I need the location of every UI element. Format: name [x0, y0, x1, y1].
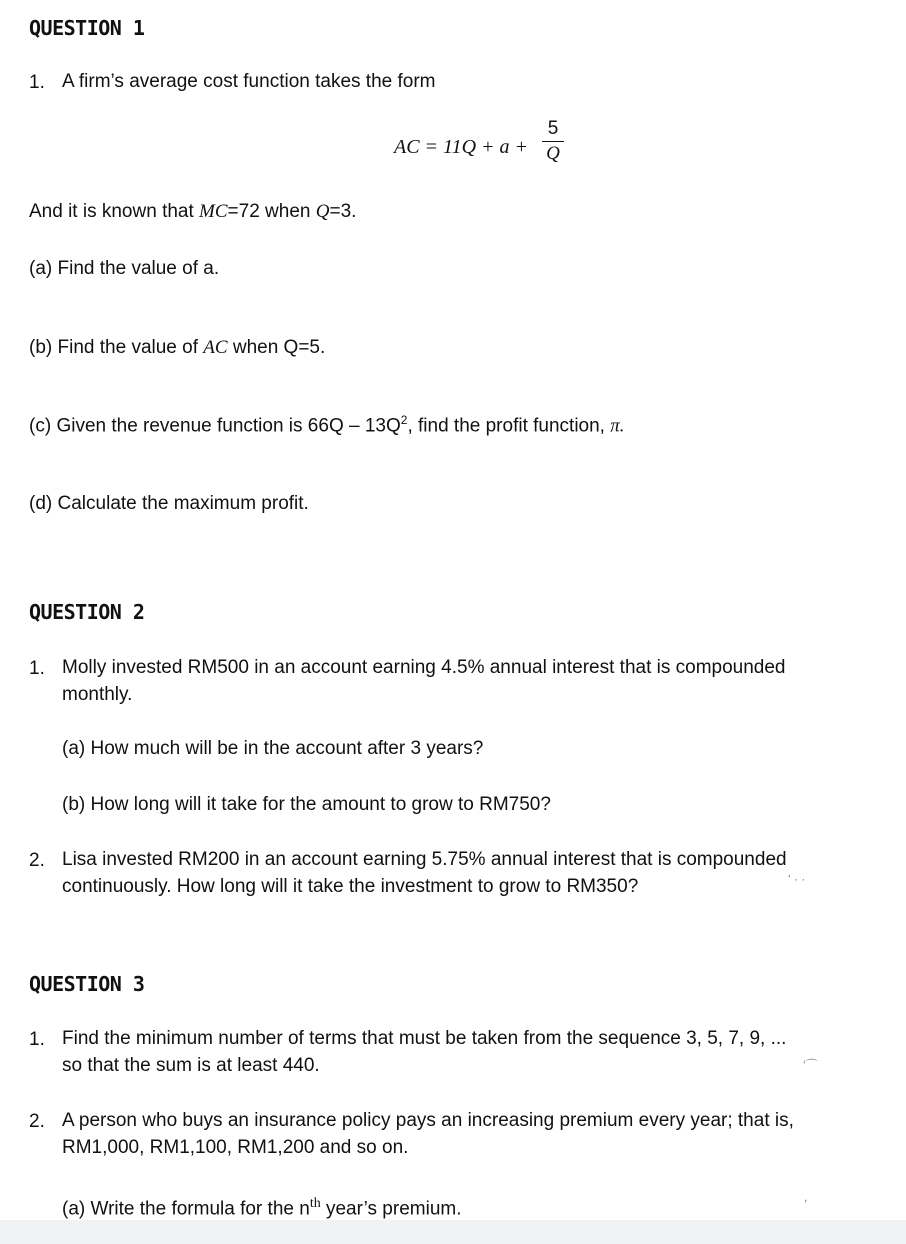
q1-intro-text: A firm’s average cost function takes the form: [62, 71, 436, 92]
q3-part-a-superscript: th: [309, 1196, 321, 1211]
known-prefix: And it is known that: [29, 201, 200, 222]
part-c-pre: Given the revenue function is 66Q – 13Q: [56, 415, 401, 437]
q2-part-a: (a) How much will be in the account after 3 years?: [62, 738, 484, 759]
part-a-text: Find the value of a.: [57, 258, 220, 279]
q2-item2-line2: continuously. How long will it take the investment to grow to RM350?: [62, 876, 639, 897]
ac-equation: AC = 11Q + a +: [394, 136, 529, 158]
q1-item-number: 1.: [29, 72, 45, 93]
q2-item2-number: 2.: [29, 850, 45, 871]
q3-item1-line1: Find the minimum number of terms that must be taken from the sequence 3, 5, 7, 9, ...: [62, 1028, 787, 1049]
part-c-label: (c): [29, 415, 52, 437]
scan-mark: ,: [804, 1190, 808, 1204]
question-3-heading: QUESTION 3: [29, 972, 145, 996]
q1-part-c: [29, 413, 625, 437]
q3-item2-line2: RM1,000, RM1,100, RM1,200 and so on.: [62, 1137, 409, 1158]
q2-item1-line2: monthly.: [62, 684, 133, 705]
known-mc: MC: [199, 201, 228, 222]
known-q: Q: [315, 201, 330, 222]
part-d-label: (d): [29, 493, 53, 514]
fraction-bar: [542, 141, 564, 142]
part-b-label: (b): [29, 337, 53, 358]
q3-part-a: [62, 1190, 462, 1220]
q2-item1-line1: Molly invested RM500 in an account earning 4.5% annual interest that is compounded: [62, 657, 786, 678]
known-mid: =72 when: [227, 201, 316, 222]
fraction-denominator: Q: [546, 143, 560, 164]
part-b-post: when Q=5.: [227, 337, 326, 358]
q2-item1-number: 1.: [29, 658, 45, 679]
q2-part-b: (b) How long will it take for the amount to grow to RM750?: [62, 794, 551, 815]
part-c-mid: , find the profit function,: [407, 415, 611, 437]
part-a-label: (a): [29, 258, 53, 279]
scan-mark: ‘⌒: [803, 1058, 818, 1072]
q1-part-d: [29, 493, 309, 515]
part-d-text: Calculate the maximum profit.: [57, 493, 309, 514]
part-c-superscript: 2: [400, 413, 408, 427]
q1-part-a: [29, 258, 219, 280]
q3-part-a-pre: (a) Write the formula for the n: [62, 1198, 310, 1220]
q1-known-condition: [29, 198, 356, 226]
equation-fraction: [540, 118, 566, 165]
part-b-ac: AC: [203, 337, 228, 358]
part-b-pre: Find the value of: [57, 337, 204, 358]
q3-item2-line1: A person who buys an insurance policy pays an increasing premium every year; that is,: [62, 1110, 794, 1131]
scan-mark: ‘ · ·: [788, 872, 806, 886]
question-2-heading: QUESTION 2: [29, 600, 145, 624]
q1-part-b: [29, 337, 325, 359]
fraction-numerator: 5: [547, 118, 559, 139]
q3-item1-line2: so that the sum is at least 440.: [62, 1055, 320, 1076]
known-end: =3.: [329, 201, 357, 222]
q3-item1-number: 1.: [29, 1029, 45, 1050]
q3-part-a-post: year’s premium.: [320, 1198, 462, 1220]
q2-item2-line1: Lisa invested RM200 in an account earning 5.75% annual interest that is compounded: [62, 849, 787, 870]
question-1-heading: QUESTION 1: [29, 16, 145, 40]
q3-item2-number: 2.: [29, 1111, 45, 1132]
part-c-pi: π.: [610, 415, 625, 437]
